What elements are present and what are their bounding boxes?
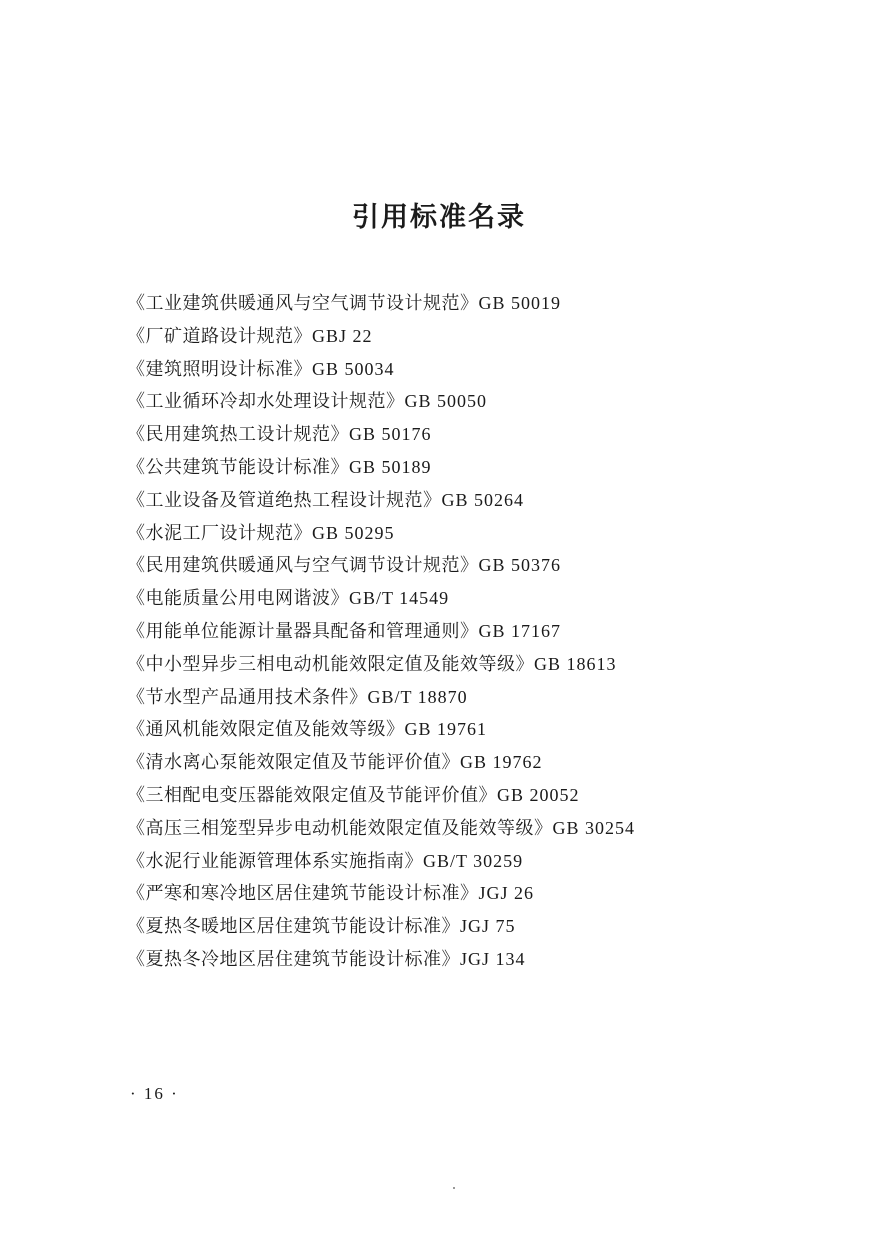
standard-code: GB 50034 bbox=[312, 358, 395, 379]
list-item bbox=[127, 484, 847, 517]
list-item bbox=[127, 713, 847, 746]
standard-code: JGJ 134 bbox=[460, 948, 526, 969]
standard-code: JGJ 75 bbox=[460, 916, 516, 937]
standard-title: 《三相配电变压器能效限定值及节能评价值》 bbox=[127, 784, 497, 806]
standard-code: GB 50189 bbox=[349, 456, 432, 477]
list-item bbox=[127, 320, 847, 353]
standard-code: GB 50019 bbox=[478, 293, 562, 313]
standard-title: 《夏热冬冷地区居住建筑节能设计标准》 bbox=[127, 948, 460, 970]
standard-code: GB 17167 bbox=[478, 620, 562, 641]
page-title: 引用标准名录 bbox=[352, 202, 526, 234]
standard-code: GB 50176 bbox=[349, 424, 432, 445]
standard-code: GB 50050 bbox=[404, 391, 488, 412]
list-item bbox=[127, 517, 847, 550]
list-item bbox=[127, 418, 847, 451]
standard-title: 《工业设备及管道绝热工程设计规范》 bbox=[127, 489, 442, 511]
list-item bbox=[127, 648, 847, 681]
standard-title: 《夏热冬暖地区居住建筑节能设计标准》 bbox=[127, 916, 460, 938]
list-item bbox=[127, 746, 847, 779]
standard-code: GB 50376 bbox=[478, 555, 562, 576]
standard-code: GB 30254 bbox=[552, 817, 636, 838]
standard-title: 《民用建筑供暖通风与空气调节设计规范》 bbox=[127, 555, 479, 577]
standard-code: GB 50264 bbox=[441, 489, 525, 510]
standard-title: 《用能单位能源计量器具配备和管理通则》 bbox=[127, 620, 479, 642]
list-item bbox=[127, 910, 847, 943]
list-item bbox=[127, 812, 847, 845]
standard-title: 《节水型产品通用技术条件》 bbox=[127, 686, 368, 708]
list-item bbox=[127, 451, 847, 484]
standard-title: 《严寒和寒冷地区居住建筑节能设计标准》 bbox=[127, 883, 479, 905]
standard-title: 《厂矿道路设计规范》 bbox=[127, 325, 312, 347]
standard-code: GB/T 18870 bbox=[367, 686, 468, 707]
list-item bbox=[127, 779, 847, 812]
list-item bbox=[127, 582, 847, 615]
standard-title: 《工业建筑供暖通风与空气调节设计规范》 bbox=[127, 293, 479, 314]
standard-title: 《工业循环冷却水处理设计规范》 bbox=[127, 391, 405, 413]
list-item bbox=[127, 287, 847, 320]
standard-title: 《电能质量公用电网谐波》 bbox=[127, 588, 349, 610]
list-item bbox=[127, 549, 847, 582]
standard-code: GB 19762 bbox=[460, 752, 543, 773]
list-item bbox=[127, 615, 847, 648]
standard-code: GB 18613 bbox=[534, 653, 617, 674]
standard-title: 《建筑照明设计标准》 bbox=[127, 358, 312, 380]
page-number: · 16 · bbox=[130, 1084, 179, 1103]
list-item bbox=[127, 385, 847, 418]
standard-code: GB 20052 bbox=[497, 784, 580, 805]
list-item bbox=[127, 681, 847, 714]
standard-title: 《高压三相笼型异步电动机能效限定值及能效等级》 bbox=[127, 817, 553, 839]
list-item bbox=[127, 845, 847, 878]
list-item bbox=[127, 353, 847, 386]
standard-title: 《通风机能效限定值及能效等级》 bbox=[127, 719, 405, 741]
standard-code: GB/T 14549 bbox=[349, 588, 450, 609]
standard-code: GBJ 22 bbox=[312, 325, 373, 346]
standard-title: 《公共建筑节能设计标准》 bbox=[127, 456, 349, 478]
standards-list bbox=[127, 287, 847, 976]
standard-title: 《水泥工厂设计规范》 bbox=[127, 522, 312, 544]
standard-title: 《水泥行业能源管理体系实施指南》 bbox=[127, 850, 423, 872]
list-item bbox=[127, 877, 847, 910]
list-item bbox=[127, 943, 847, 976]
standard-title: 《民用建筑热工设计规范》 bbox=[127, 424, 349, 446]
standard-code: GB 50295 bbox=[312, 522, 395, 543]
scan-speck bbox=[453, 1187, 455, 1189]
standard-code: GB/T 30259 bbox=[423, 850, 524, 871]
standard-title: 《中小型异步三相电动机能效限定值及能效等级》 bbox=[127, 653, 534, 675]
standard-code: JGJ 26 bbox=[478, 883, 535, 904]
standard-code: GB 19761 bbox=[404, 719, 488, 740]
standard-title: 《清水离心泵能效限定值及节能评价值》 bbox=[127, 752, 460, 774]
